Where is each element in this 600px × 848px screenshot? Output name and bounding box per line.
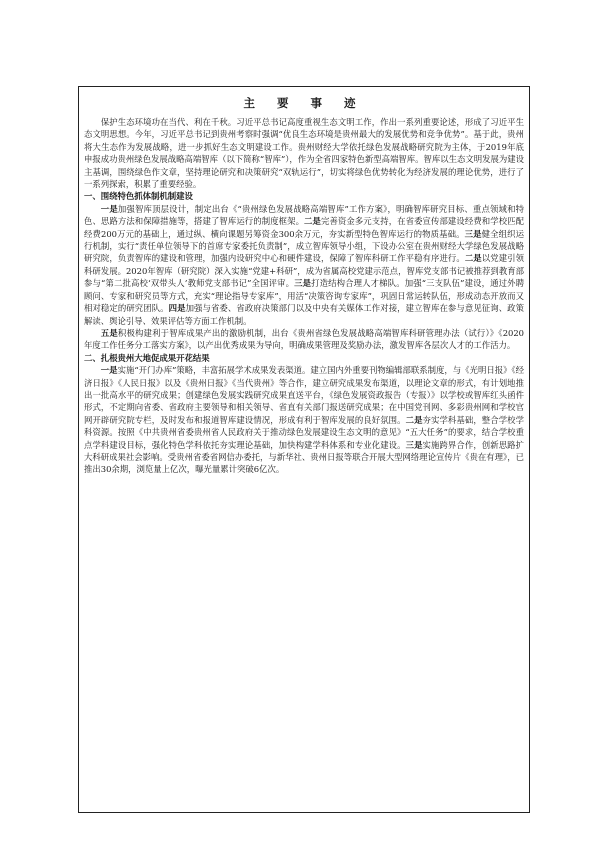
- ordinal-marker: 二是: [405, 414, 423, 425]
- intro-paragraph: 保护生态环境功在当代、利在千秋。习近平总书记高度重视生态文明工作，作出一系列重要论述，形成了习近平生态文明思想。今年，习近平总书记到贵州考察时强调“优良生态环境是贵州最大的发展优势和竞争优势”。基于此，贵州将大生态作为发展战略，进一步抓好生态文明建设工作。贵州财经大学依托绿色发展战略研究院为主体，于2019年底申报成功贵州绿色发展战略高端智库（以下简称“智库”），作为全省四家特色新型高端智库。智库以生态文明发展为建设主基调，围绕绿色作文章，坚持理论研究和决策研究“双轨运行”，切实将绿色优势转化为经济发展的理论优势，进行了一系列探索，积累了重要经验。: [84, 117, 524, 190]
- section1-paragraph-1: [84, 203, 524, 327]
- page-title: 主 要 事 迹: [243, 96, 365, 110]
- ordinal-marker: 一是: [100, 203, 118, 214]
- ordinal-marker: 三是: [405, 439, 423, 450]
- paragraph-text: 打造结构合理人才梯队。加强“三支队伍”建设，通过外聘顾问、专家和研究员等方式，充实“理论指导专家库”，用活“决策咨询专家库”，巩固日常运转队伍，形成动态开放而又相对稳定的研究团队。: [84, 278, 525, 314]
- ordinal-marker: 五是: [100, 327, 118, 338]
- paragraph-text: 健全组织运行机制，实行“责任单位领导下的首席专家委托负责制”，成立智库领导小组，下设办公室在贵州财经大学绿色发展战略研究院，负责智库的建设和管理，加强内设研究中心和硬件建设，保障了智库科研工作平稳有序进行。: [84, 228, 525, 264]
- ordinal-marker: 一是: [100, 365, 118, 376]
- paragraph-text: 以党建引领科研发展。2020年智库（研究院）深入实施“党建+科研”，成为省属高校党建示范点，智库党支部书记被推荐到教育部参与“第二批高校‘双带头人’教师党支部书记”全国评审。: [84, 253, 525, 289]
- section2-paragraph-1: [84, 364, 524, 476]
- paragraph-text: 夯实学科基础，整合学校学科资源。按照《中共贵州省委贵州省人民政府关于推动绿色发展建设生态文明的意见》“五大任务”的要求，结合学校重点学科建设目标，强化特色学科依托夯实理论基础，加快构建学科体系和专业化建设。: [84, 414, 525, 450]
- paragraph-text: 加强智库顶层设计，制定出台《“贵州绿色发展战略高端智库”工作方案》，明确智库研究目标、重点领域和特色、思路方法和保障措施等，搭建了智库运行的制度框架。: [84, 203, 524, 227]
- ordinal-marker: 二是: [464, 253, 482, 264]
- section1-heading: 一、围绕特色抓体制机制建设: [84, 191, 193, 202]
- ordinal-marker: 三是: [294, 278, 312, 289]
- ordinal-marker: 四是: [168, 303, 186, 314]
- ordinal-marker: 三是: [464, 228, 482, 239]
- ordinal-marker: 二是: [304, 216, 321, 227]
- paragraph-text: 实施“开门办库”策略，丰富拓展学术成果发表渠道。建立国内外重要刊物编辑部联系制度，与《光明日报》《经济日报》《人民日报》以及《贵州日报》《当代贵州》等合作，建立研究成果发布渠道，以理论文章的形式，有计划地推出一批高水平的研究成果；创建绿色发展实践研究成果直送平台，《绿色发展资政报告（专报）》以学校或智库红头函件形式，不定期向省委、省政府主要领导和相关领导、省直有关部门报送研究成果；在中国党刊网、多彩贵州网和学校官网开辟研究院专栏，及时发布和报道智库建设情况，形成有利于智库发展的良好氛围。: [84, 365, 525, 425]
- section2-heading: 二、扎根贵州大地促成果开花结果: [84, 352, 210, 363]
- document-body: [84, 96, 524, 476]
- paragraph-text: 完善资金多元支持，在省委宣传部建设经费和学校匹配经费200万元的基础上，通过纵、横向课题另筹资金300余万元，夯实新型特色智库运行的物质基础。: [84, 216, 525, 239]
- paragraph-text: 积极构建利于智库成果产出的激励机制，出台《贵州省绿色发展战略高端智库科研管理办法（试行）》《2020年度工作任务分工落实方案》，以产出优秀成果为导向，明确成果管理及奖励办法，激发智库各层次人才的工作活力。: [84, 327, 525, 351]
- paragraph-text: 加强与省委、省政府决策部门以及中央有关媒体工作对接，建立智库在参与意见征询、政策解读、舆论引导、效果评估等方面工作机制。: [84, 303, 525, 326]
- section1-paragraph-2: [84, 327, 524, 352]
- paragraph-text: 实施跨界合作，创新思路扩大科研成果社会影响。受贵州省委省网信办委托，与新华社、贵州日报等联合开展大型网络理论宣传片《贵在有理》，已推出30余期，浏览量上亿次，曝光量累计突破6亿次。: [84, 439, 525, 475]
